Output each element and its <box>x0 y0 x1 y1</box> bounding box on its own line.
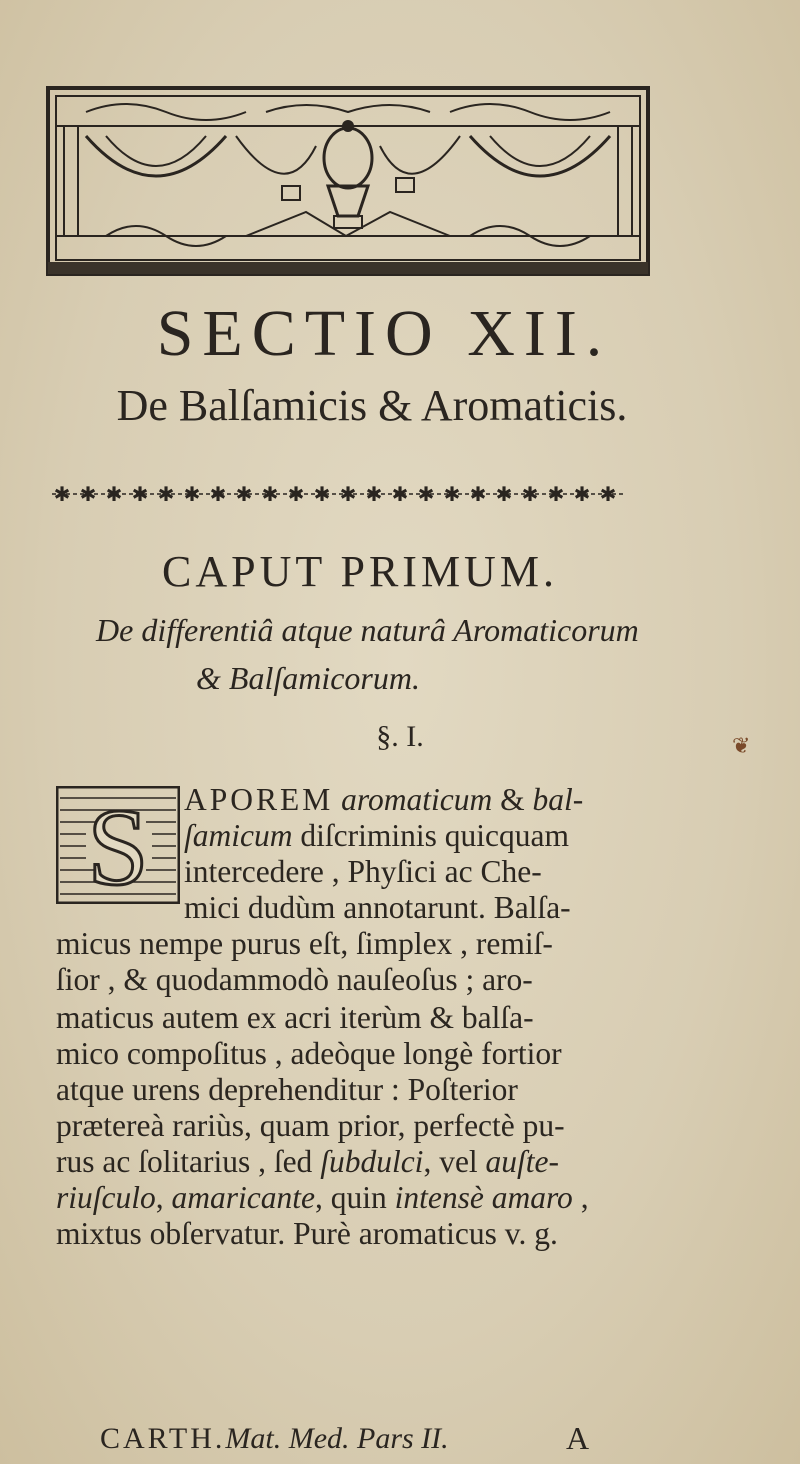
svg-text:S: S <box>87 786 149 904</box>
catchword-line <box>100 1422 449 1456</box>
body-line-4: mici dudùm annotarunt. Balſa- <box>184 890 571 925</box>
star-rule-icon <box>48 480 628 512</box>
svg-text:✱: ✱ <box>235 482 253 506</box>
section-subtitle: De Balſamicis & Aromaticis. <box>116 381 628 430</box>
body-text: , vel <box>423 1144 486 1179</box>
svg-text:✱: ✱ <box>313 482 331 506</box>
signature-mark: A <box>566 1420 590 1456</box>
body-italic: amaricante <box>171 1180 315 1215</box>
body-italic: riuſculo <box>56 1180 156 1215</box>
body-line-13: mixtus obſervatur. Purè aromaticus v. g. <box>56 1216 558 1251</box>
svg-text:✱: ✱ <box>339 482 357 506</box>
body-line-7: maticus autem ex acri iterùm & balſa- <box>56 1000 534 1035</box>
svg-text:✱: ✱ <box>131 482 149 506</box>
svg-text:✱: ✱ <box>183 482 201 506</box>
printer-fleuron-icon: ❦ <box>732 734 751 759</box>
section-title: SECTIO XII. <box>156 297 612 370</box>
svg-text:✱: ✱ <box>495 482 513 506</box>
body-line-12 <box>56 1180 589 1216</box>
svg-text:✱: ✱ <box>417 482 435 506</box>
body-italic: auſte- <box>485 1144 560 1179</box>
svg-text:✱: ✱ <box>599 482 617 506</box>
body-italic: bal- <box>532 782 584 817</box>
body-line-11 <box>56 1144 559 1180</box>
running-title: Mat. Med. Pars II. <box>225 1422 449 1455</box>
chapter-heading-line-1: De differentiâ atque naturâ Aromaticorum <box>96 612 639 648</box>
body-text: rus ac ſolitarius , ſed <box>56 1144 321 1179</box>
svg-text:✱: ✱ <box>521 482 539 506</box>
chapter-title: CAPUT PRIMUM. <box>162 547 558 596</box>
body-line-6: ſior , & quodammodò nauſeoſus ; aro- <box>56 962 533 997</box>
decorated-initial-s-icon <box>56 786 180 904</box>
svg-text:✱: ✱ <box>157 482 175 506</box>
running-author: CARTH. <box>100 1422 226 1455</box>
body-text: , <box>572 1180 589 1215</box>
body-line-9: atque urens deprehenditur : Poſterior <box>56 1072 518 1107</box>
body-text: diſcriminis quicquam <box>292 818 569 853</box>
body-line-1 <box>184 782 583 818</box>
body-italic: intensè amaro <box>394 1180 573 1215</box>
svg-text:✱: ✱ <box>105 482 123 506</box>
svg-text:✱: ✱ <box>287 482 305 506</box>
svg-text:✱: ✱ <box>365 482 383 506</box>
body-italic: ſubdulci <box>320 1144 424 1179</box>
ornamental-headpiece-icon <box>46 86 650 276</box>
body-text: , quin <box>314 1180 395 1215</box>
opening-caps: APOREM <box>184 782 334 817</box>
svg-text:✱: ✱ <box>573 482 591 506</box>
svg-text:✱: ✱ <box>79 482 97 506</box>
body-line-2 <box>184 818 569 854</box>
svg-text:✱: ✱ <box>53 482 71 506</box>
body-italic: aromaticum <box>341 782 493 817</box>
svg-text:✱: ✱ <box>547 482 565 506</box>
paragraph-marker: §. I. <box>376 720 424 753</box>
body-amp: & <box>500 782 525 817</box>
body-italic: ſamicum <box>184 818 293 853</box>
svg-text:✱: ✱ <box>261 482 279 506</box>
svg-text:✱: ✱ <box>391 482 409 506</box>
body-text: , <box>155 1180 172 1215</box>
body-line-8: mico compoſitus , adeòque longè fortior <box>56 1036 562 1071</box>
body-line-10: prætereà rariùs, quam prior, perfectè pu- <box>56 1108 565 1143</box>
svg-text:✱: ✱ <box>209 482 227 506</box>
body-line-5: micus nempe purus eſt, ſimplex , remiſ- <box>56 926 553 961</box>
chapter-heading-line-2: & Balſamicorum. <box>196 660 420 696</box>
svg-text:✱: ✱ <box>469 482 487 506</box>
body-line-3: intercedere , Phyſici ac Che- <box>184 854 542 889</box>
svg-text:✱: ✱ <box>443 482 461 506</box>
